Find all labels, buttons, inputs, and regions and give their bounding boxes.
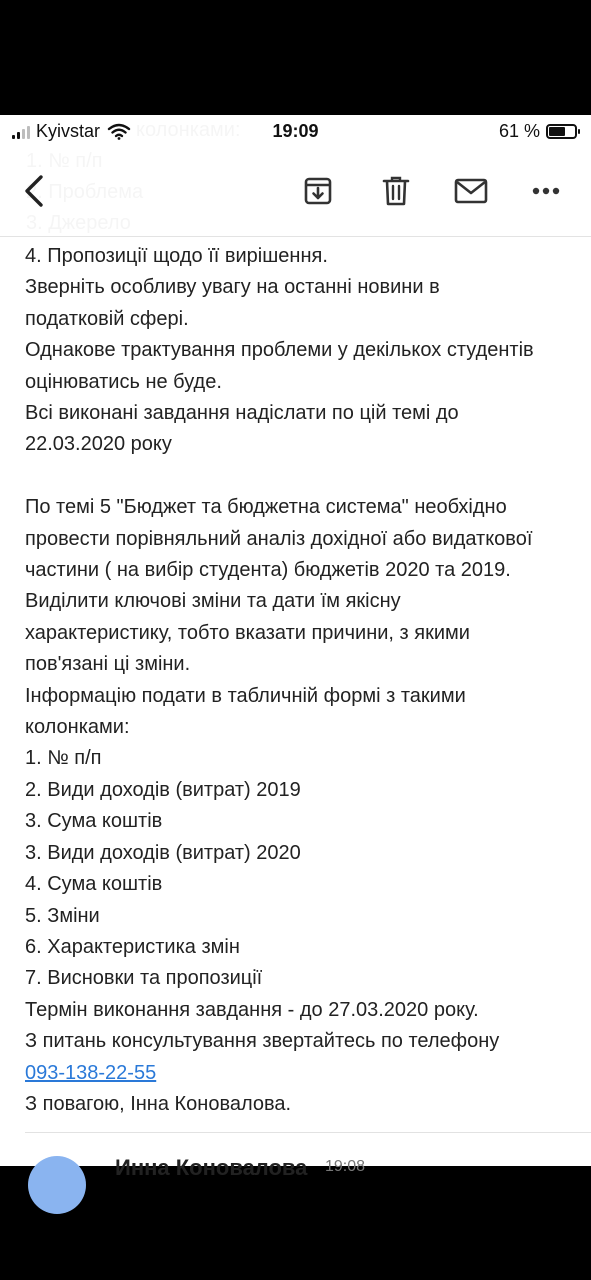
top-bar bbox=[0, 115, 591, 237]
body-line: 2. Види доходів (витрат) 2019 bbox=[25, 778, 301, 801]
body-line: оцінюватись не буде. bbox=[25, 370, 222, 393]
body-line: Всі виконані завдання надіслати по цій темі до bbox=[25, 402, 459, 425]
chevron-left-icon bbox=[23, 174, 45, 208]
avatar[interactable] bbox=[28, 1156, 86, 1214]
body-line: Однакове трактування проблеми у декількох студентів bbox=[25, 339, 534, 362]
battery-percent: 61 % bbox=[498, 121, 540, 141]
body-line: частини ( на вибір студента) бюджетів 2020 та 2019. bbox=[25, 559, 511, 582]
body-line: 6. Характеристика змін bbox=[25, 935, 240, 958]
message-body bbox=[25, 241, 570, 1120]
body-line: провести порівняльний аналіз дохідної або видаткової bbox=[25, 527, 533, 550]
carrier-name: Kyivstar bbox=[36, 121, 101, 141]
archive-icon bbox=[303, 176, 333, 206]
body-line: 3. Сума коштів bbox=[25, 810, 163, 833]
clock: 19:09 bbox=[272, 121, 319, 141]
trash-icon bbox=[382, 175, 410, 207]
body-line: 3. Види доходів (витрат) 2020 bbox=[25, 841, 301, 864]
body-line: Виділити ключові зміни та дати їм якісну bbox=[25, 590, 401, 613]
message-divider bbox=[25, 1132, 591, 1133]
body-line: колонками: bbox=[25, 716, 130, 739]
more-horizontal-icon bbox=[532, 187, 560, 195]
body-line: пов'язані ці зміни. bbox=[25, 653, 191, 676]
body-line: 4. Сума коштів bbox=[25, 873, 163, 896]
body-line: Інформацію подати в табличній формі з такими bbox=[25, 684, 466, 707]
signature: З повагою, Інна Коновалова. bbox=[25, 1092, 292, 1115]
body-line: Зверніть особливу увагу на останні новини в bbox=[25, 276, 440, 299]
body-line: 22.03.2020 року bbox=[25, 433, 172, 456]
message-toolbar bbox=[0, 163, 591, 219]
archive-button[interactable] bbox=[298, 171, 338, 211]
body-line: Термін виконання завдання - до 27.03.2020 року. bbox=[25, 998, 479, 1021]
next-message-time: 19:08 bbox=[325, 1158, 366, 1175]
next-message-sender[interactable]: Инна Коновалова bbox=[115, 1155, 308, 1180]
battery-icon bbox=[546, 124, 577, 139]
email-screen bbox=[0, 115, 591, 1180]
more-button[interactable] bbox=[526, 171, 566, 211]
mail-icon bbox=[454, 178, 488, 204]
body-line: З питань консультування звертайтесь по телефону bbox=[25, 1030, 500, 1053]
body-line: податковій сфері. bbox=[25, 307, 189, 330]
battery-group bbox=[499, 121, 577, 142]
body-line: 4. Пропозиції щодо її вирішення. bbox=[25, 245, 328, 267]
body-line: 1. № п/п bbox=[25, 747, 102, 770]
body-line: 5. Зміни bbox=[25, 904, 100, 927]
body-line: По темі 5 "Бюджет та бюджетна система" необхідно bbox=[25, 496, 507, 519]
mail-button[interactable] bbox=[451, 171, 491, 211]
body-line: 7. Висновки та пропозиції bbox=[25, 967, 263, 990]
body-line: характеристику, тобто вказати причини, з якими bbox=[25, 621, 470, 644]
phone-link[interactable]: 093-138-22-55 bbox=[25, 1061, 157, 1084]
status-bar bbox=[0, 115, 591, 149]
paragraph-gap bbox=[25, 461, 570, 492]
delete-button[interactable] bbox=[376, 171, 416, 211]
back-button[interactable] bbox=[14, 171, 54, 211]
